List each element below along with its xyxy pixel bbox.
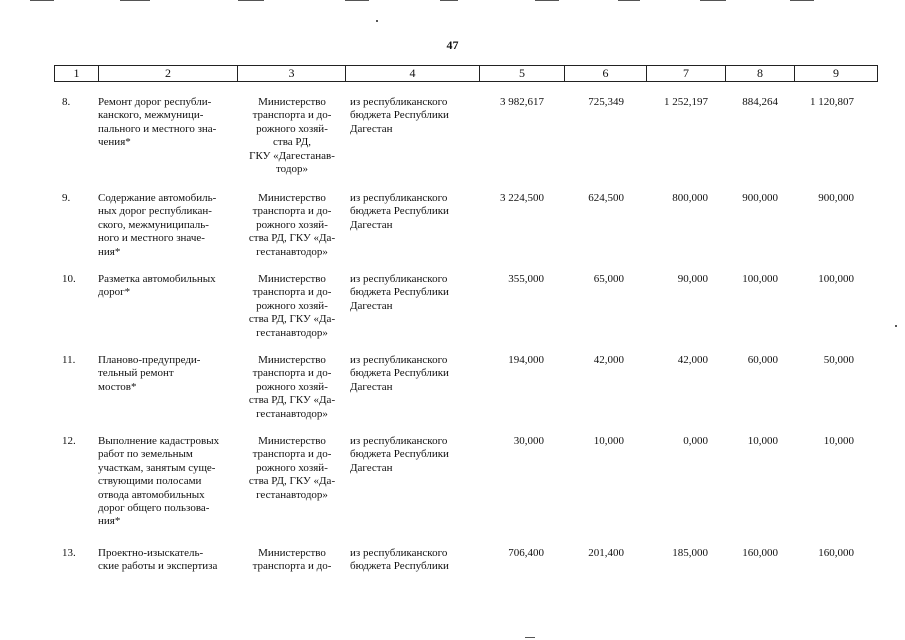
measure-name bbox=[98, 192, 232, 259]
executor-line: гестанавтодор» bbox=[256, 245, 328, 258]
measure-name bbox=[98, 273, 232, 300]
page-number: 47 bbox=[446, 38, 459, 52]
measure-name-line: Ремонт дорог республи- bbox=[98, 96, 212, 108]
row-number: 9. bbox=[62, 192, 71, 204]
value-total: 3 224,500 bbox=[500, 192, 544, 204]
executor-line: Министерство bbox=[258, 96, 326, 108]
value-col-8: 160,000 bbox=[742, 547, 778, 559]
measure-name-line: работ по земельным bbox=[98, 448, 193, 461]
funding-source-line: Дагестан bbox=[350, 380, 393, 393]
executor-line: транспорта и до- bbox=[252, 560, 332, 573]
value-total: 706,400 bbox=[508, 547, 544, 559]
measure-name-line: участкам, занятым суще- bbox=[98, 461, 216, 474]
value-col-6: 65,000 bbox=[593, 273, 624, 285]
funding-source-line: Дагестан bbox=[350, 218, 393, 231]
funding-source bbox=[350, 354, 470, 394]
measure-name-line: канского, межмуници- bbox=[98, 109, 204, 122]
executor-line: Министерство bbox=[258, 192, 326, 204]
value-col-6: 10,000 bbox=[593, 435, 624, 447]
measure-name bbox=[98, 354, 232, 394]
executor-line: транспорта и до- bbox=[252, 205, 332, 218]
measure-name bbox=[98, 547, 232, 574]
measure-name-line: ского, межмуниципаль- bbox=[98, 218, 209, 231]
executor-line: Министерство bbox=[258, 354, 326, 366]
header-col-2: 2 bbox=[99, 66, 238, 81]
value-col-6: 201,400 bbox=[588, 547, 624, 559]
value-col-9: 50,000 bbox=[823, 354, 854, 366]
funding-source-line: бюджета Республики bbox=[350, 560, 449, 573]
executor bbox=[240, 273, 344, 340]
row-number: 8. bbox=[62, 96, 71, 108]
executor-line: гестанавтодор» bbox=[256, 488, 328, 501]
funding-source-line: из республиканского bbox=[350, 192, 448, 204]
executor bbox=[240, 435, 344, 502]
funding-source-line: бюджета Республики bbox=[350, 367, 449, 380]
measure-name-line: дорог общего пользова- bbox=[98, 502, 210, 515]
value-col-7: 800,000 bbox=[672, 192, 708, 204]
measure-name bbox=[98, 96, 232, 150]
executor-line: ства РД, ГКУ «Да- bbox=[248, 475, 336, 488]
value-total: 194,000 bbox=[508, 354, 544, 366]
funding-source-line: из республиканского bbox=[350, 435, 448, 447]
value-col-8: 100,000 bbox=[742, 273, 778, 285]
measure-name-line: ствующими полосами bbox=[98, 475, 202, 488]
measure-name-line: Содержание автомобиль- bbox=[98, 192, 217, 204]
measure-name-line: Проектно-изыскатель- bbox=[98, 547, 204, 559]
row-number: 13. bbox=[62, 547, 76, 559]
executor-line: Министерство bbox=[258, 273, 326, 285]
value-col-8: 900,000 bbox=[742, 192, 778, 204]
measure-name-line: ных дорог республикан- bbox=[98, 205, 212, 218]
measure-name-line: чения* bbox=[98, 136, 131, 149]
header-col-4: 4 bbox=[346, 66, 480, 81]
value-col-7: 0,000 bbox=[683, 435, 708, 447]
measure-name-line: пального и местного зна- bbox=[98, 122, 217, 135]
funding-source-line: из республиканского bbox=[350, 354, 448, 366]
funding-source bbox=[350, 273, 470, 313]
funding-source-line: из республиканского bbox=[350, 96, 448, 108]
measure-name-line: мостов* bbox=[98, 380, 137, 393]
executor-line: транспорта и до- bbox=[252, 286, 332, 299]
value-col-9: 160,000 bbox=[818, 547, 854, 559]
funding-source bbox=[350, 435, 470, 475]
measure-name-line: тельный ремонт bbox=[98, 367, 174, 380]
value-col-8: 10,000 bbox=[747, 435, 778, 447]
executor-line: ства РД, bbox=[273, 136, 311, 149]
executor bbox=[240, 96, 344, 176]
executor-line: ГКУ «Дагестанав- bbox=[249, 149, 335, 162]
executor-line: рожного хозяй- bbox=[256, 218, 328, 231]
funding-source-line: бюджета Республики bbox=[350, 205, 449, 218]
value-col-9: 1 120,807 bbox=[810, 96, 854, 108]
header-col-9: 9 bbox=[833, 66, 839, 80]
funding-source-line: из республиканского bbox=[350, 273, 448, 285]
table-header bbox=[54, 65, 878, 82]
measure-name-line: Разметка автомобильных bbox=[98, 273, 216, 285]
executor-line: ства РД, ГКУ «Да- bbox=[248, 232, 336, 245]
funding-source bbox=[350, 192, 470, 232]
executor-line: тодор» bbox=[276, 163, 308, 176]
executor-line: гестанавтодор» bbox=[256, 407, 328, 420]
header-col-8: 8 bbox=[726, 66, 795, 81]
measure-name bbox=[98, 435, 232, 529]
executor-line: Министерство bbox=[258, 435, 326, 447]
header-col-1: 1 bbox=[55, 66, 99, 81]
value-col-7: 1 252,197 bbox=[664, 96, 708, 108]
measure-name-line: ного и местного значе- bbox=[98, 232, 205, 245]
header-col-6: 6 bbox=[565, 66, 647, 81]
funding-source-line: Дагестан bbox=[350, 122, 393, 135]
value-total: 3 982,617 bbox=[500, 96, 544, 108]
funding-source-line: Дагестан bbox=[350, 299, 393, 312]
value-col-9: 10,000 bbox=[823, 435, 854, 447]
value-total: 355,000 bbox=[508, 273, 544, 285]
executor-line: Министерство bbox=[258, 547, 326, 559]
value-col-6: 42,000 bbox=[593, 354, 624, 366]
row-number: 12. bbox=[62, 435, 76, 447]
value-col-7: 185,000 bbox=[672, 547, 708, 559]
measure-name-line: дорог* bbox=[98, 286, 131, 299]
value-col-7: 90,000 bbox=[677, 273, 708, 285]
measure-name-line: отвода автомобильных bbox=[98, 488, 205, 501]
measure-name-line: ния* bbox=[98, 245, 121, 258]
funding-source bbox=[350, 547, 470, 574]
funding-source-line: из республиканского bbox=[350, 547, 448, 559]
header-col-7: 7 bbox=[647, 66, 726, 81]
executor bbox=[240, 192, 344, 259]
funding-source-line: бюджета Республики bbox=[350, 448, 449, 461]
executor-line: рожного хозяй- bbox=[256, 122, 328, 135]
executor-line: транспорта и до- bbox=[252, 367, 332, 380]
data-table bbox=[54, 65, 878, 573]
header-col-3: 3 bbox=[238, 66, 346, 81]
row-number: 11. bbox=[62, 354, 76, 366]
executor-line: транспорта и до- bbox=[252, 109, 332, 122]
value-col-7: 42,000 bbox=[677, 354, 708, 366]
value-col-8: 884,264 bbox=[742, 96, 778, 108]
funding-source-line: бюджета Республики bbox=[350, 286, 449, 299]
executor-line: гестанавтодор» bbox=[256, 326, 328, 339]
value-total: 30,000 bbox=[513, 435, 544, 447]
row-number: 10. bbox=[62, 273, 76, 285]
measure-name-line: Выполнение кадастровых bbox=[98, 435, 220, 447]
measure-name-line: ские работы и экспертиза bbox=[98, 560, 218, 573]
value-col-6: 624,500 bbox=[588, 192, 624, 204]
executor-line: ства РД, ГКУ «Да- bbox=[248, 313, 336, 326]
value-col-8: 60,000 bbox=[747, 354, 778, 366]
executor-line: рожного хозяй- bbox=[256, 461, 328, 474]
executor bbox=[240, 354, 344, 421]
executor-line: ства РД, ГКУ «Да- bbox=[248, 394, 336, 407]
executor-line: транспорта и до- bbox=[252, 448, 332, 461]
funding-source bbox=[350, 96, 470, 136]
measure-name-line: ния* bbox=[98, 515, 121, 528]
value-col-9: 900,000 bbox=[818, 192, 854, 204]
value-col-9: 100,000 bbox=[818, 273, 854, 285]
header-col-5: 5 bbox=[480, 66, 565, 81]
executor-line: рожного хозяй- bbox=[256, 299, 328, 312]
value-col-6: 725,349 bbox=[588, 96, 624, 108]
measure-name-line: Планово-предупреди- bbox=[98, 354, 201, 366]
funding-source-line: Дагестан bbox=[350, 461, 393, 474]
executor bbox=[240, 547, 344, 574]
funding-source-line: бюджета Республики bbox=[350, 109, 449, 122]
executor-line: рожного хозяй- bbox=[256, 380, 328, 393]
